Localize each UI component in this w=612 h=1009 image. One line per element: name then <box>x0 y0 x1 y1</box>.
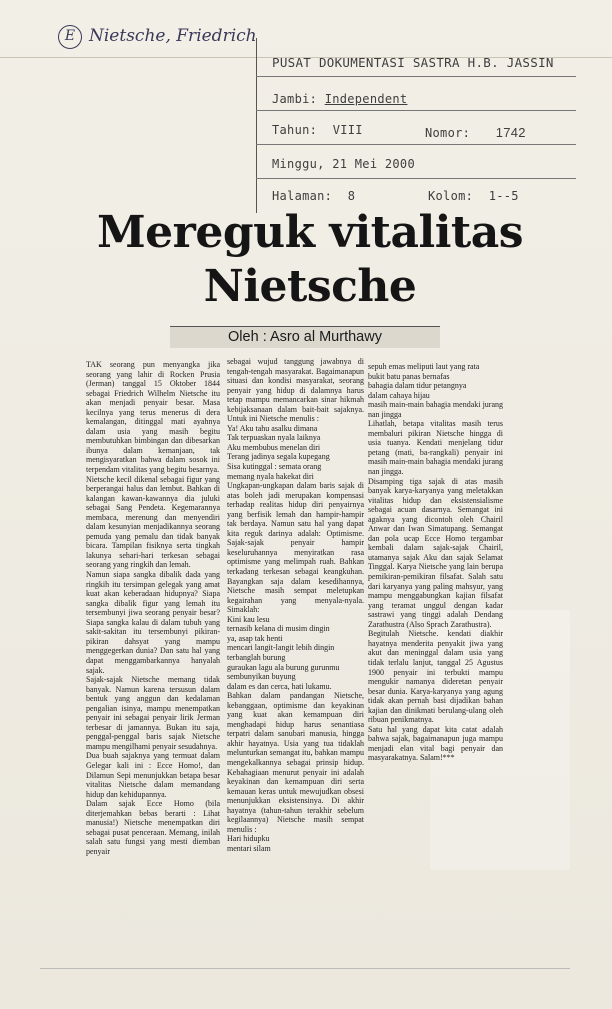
stamp-rule <box>256 144 576 145</box>
number-label: Nomor: <box>425 126 471 140</box>
year-field <box>272 123 363 137</box>
poem-line: memang nyala hakekat diri <box>227 471 314 481</box>
page-value: 8 <box>347 189 356 203</box>
stamp-divider <box>256 38 257 213</box>
handwritten-circle-letter: E <box>58 25 82 49</box>
paragraph: TAK seorang pun menyangka jika seorang yang lahir di Rocken Prusia (Jerman) tanggal 15 Oktober 1844 sebagai Friedrich Wilhelm Nietsche itu akan menjadi penyair besar. Masa kecilnya yang terus menerus di dera kemalangan, ditinggal mati ayahnya dalam usia yang masih begitu membutuhkan bimbingan dan dibesarkan ibunya dalam kemanjaan, tak mengisyaratkan bahwa dalam sosok ini terpendam vitalitas yang begitu besarnya. <box>86 360 220 475</box>
poem-line: dalam es dan cerca, hati lukamu. <box>227 681 332 691</box>
paragraph: Ungkapan-ungkapan dalam baris sajak di atas boleh jadi merupakan kompensasi terhadap realitas hidup diri penyairnya yang berfisik lemah dan hampir-hampir tak berdaya. Namun satu hal yang dapat kita reguk darinya adalah: Optimisme. Sajak-sajak penyair hampir keseluruhannya menyiratkan rasa optimisme yang melimpah ruah. Bahkan terkadang terkesan sebagai keangkuhan. Bayangkan saja dalam kesedihannya, Nietsche masih sempat meletupkan kegairahan yang menyala-nyala. Simaklah: <box>227 481 364 615</box>
paragraph: Dua buah sajaknya yang termuat dalam Gelegar kali ini : Ecce Homo!, dan Dilamun Sepi menunjukkan betapa besar vitalitas Nietsche dalam memandang hidup dan kehidupannya. <box>86 751 220 799</box>
bottom-edge <box>40 968 570 969</box>
stamp-rule <box>256 110 576 111</box>
paragraph: Nietsche kecil dikenal sebagai figur yang berperangai halus dan lembut. Bahkan di kalangan kawan-kawannya dia juluki sebagai Sang Pendeta. Kegemarannya membaca, merenung dan menyendiri dalam kesunyian menjadikannya seorang pemuda yang pemalu dan tidak banyak bicara. Tampilan fisiknya serta tingkah lakunya sehari-hari terkesan sebagai seorang yang ringkih dan lemah. <box>86 474 220 570</box>
archive-institution: PUSAT DOKUMENTASI SASTRA H.B. JASSIN <box>272 55 554 70</box>
headline-line-1: Mereguk vitalitas <box>96 207 524 258</box>
poem-line: mencari langit-langit lebih dingin <box>227 643 335 653</box>
poem-line: terbanglah burung <box>227 652 286 662</box>
poem-line: ya, asap tak henti <box>227 633 283 643</box>
page-field <box>272 189 355 203</box>
poem-line: Tak terpuaskan nyala laiknya <box>227 433 321 443</box>
poem-line: Sisa kutinggal : semata orang <box>227 462 322 472</box>
poem-line: bukit batu panas bernafas <box>368 371 450 381</box>
poem-line: mentari silam <box>227 843 271 853</box>
poem-line: Terang jadinya segala kupegang <box>227 452 330 462</box>
paragraph: sebagai wujud tanggung jawabnya di tengah-tengah masyarakat. Bagaimanapun situasi dan kondisi masyarakat, seorang penyair yang hidup di dalamnya harus tetap mampu memancarkan sinar hikmah kebijaksanaan dalam bait-bait sajaknya. Untuk ini Nietsche menulis : <box>227 357 364 424</box>
column-label: Kolom: <box>428 189 474 203</box>
poem-line: ternasib kelana di musim dingin <box>227 624 330 634</box>
poem-line: Kini kau lesu <box>227 614 270 624</box>
page-label: Halaman: <box>272 189 333 203</box>
newspaper-label: Jambi: <box>272 92 318 106</box>
newspaper-field <box>272 92 407 106</box>
paragraph: Lihatlah, betapa vitalitas masih terus membaluri pikiran Nietsche hingga di usia tuanya. Kendati menjelang tidur petang (mati, ba-rangkali) penyair ini masih main-main bahagia mendaki jurang nan jingga. <box>368 419 503 477</box>
year-label: Tahun: <box>272 123 318 137</box>
article-column-1 <box>86 360 220 856</box>
number-value: 1742 <box>495 125 526 140</box>
handwritten-note <box>58 26 257 46</box>
poem-line: sepuh emas meliputi laut yang rata <box>368 362 480 371</box>
poem-line: guraukan lagu ala burung gurunmu <box>227 662 340 672</box>
stamp-rule <box>256 76 576 77</box>
column-value: 1--5 <box>488 189 519 203</box>
newspaper-name: Independent <box>324 92 408 106</box>
column-field <box>428 189 519 203</box>
handwritten-text: Nietsche, Friedrich <box>89 26 257 46</box>
poem-line: Hari hidupku <box>227 834 270 844</box>
poem-line: bahagia dalam tidur petangnya <box>368 381 467 391</box>
poem-line: Aku membubus menelan diri <box>227 442 321 452</box>
paragraph: Sajak-sajak Nietsche memang tidak banyak. Namun karena tersusun dalam bentuk yang anggun dan kedalaman pengalian isinya, mampu menempatkan penyair ini sebagai penyair lirik Jerman terbesar di jamannya. Bukan itu saja, penggal-penggal baris sajak Nietsche mampu mengilhami penyair sesudahnya. <box>86 675 220 751</box>
poem-line: sembunyikan buyung <box>227 672 296 682</box>
paragraph: Namun siapa sangka dibalik dada yang ringkih itu tersimpan gelegak yang amat kuat akan keberadaan hidupnya? Siapa sangka dibalik figur yang lemah itu tersembunyi jiwa seorang penyair besar? Siapa sangka kalau di dalam tubuh yang sakit-sakitan itu tersembunyi pikiran-pikiran dahsyat yang mampu menggegerkan dunia? Dan satu hal yang dapat menggambarkannya hanyalah sajak. <box>86 570 220 675</box>
paragraph: Satu hal yang dapat kita catat adalah bahwa sajak, bagaimanapun juga mampu menjadi elan vital bagi penyair dan masyarakatnya. Salam!*** <box>368 724 503 763</box>
paragraph: Bahkan dalam pandangan Nietsche, kebanggaan, optimisme dan keyakinan yang kuat akan kemampuan diri menghadapi hidup harus senantiasa terpatri dalam sanubari manusia, hingga akhir hayatnya. Usia yang tua tidaklah melunturkan semangat itu, bahkan mampu mengekalkannya sebagai prinsip hidup. Kebahagiaan menurut penyair ini adalah keyakinan dan kemampuan diri serta kemauan keras untuk mewujudkan obsesi menunjukkan eksistensinya. Di akhir hayatnya (tahun-tahun terakhir sebelum kegilaannya) Nietsche masih sempat menulis : <box>227 691 364 834</box>
date-value: Minggu, 21 Mei 2000 <box>272 157 415 171</box>
paragraph: Dalam sajak Ecce Homo (bila diterjemahkan bebas berarti : Lihat manusia!) Nietsche menempatkan diri sebagai pusat penceraan. Memang, inilah salah satu fungsi yang mesti diemban penyair <box>86 799 220 856</box>
poem-line: Ya! Aku tahu asalku dimana <box>227 423 318 433</box>
poem-line: masih main-main bahagia mendaki jurang nan jingga <box>368 400 503 419</box>
byline: Oleh : Asro al Murthawy <box>170 326 440 348</box>
poem-line: dalam cahaya hijau <box>368 390 430 400</box>
paragraph: Disamping tiga sajak di atas masih banyak karya-karyanya yang meletakkan vitalitas hidup dan eksistensialisme sebagai acuan dasarnya. Semangat ini agaknya yang dicontoh oleh Chairil Anwar dan Iwan Simatupang. Semangat dan pola ucap Ecce Homo tergambar kembali dalam sajak-sajak Chairil, utamanya sajak Aku dan sajak Selamat Tinggal. Karya Nietsche yang lain berupa pemikiran-pemikiran filsafat. Salah satu dari karyanya yang paling mahsyur, yang mampu menggabungkan kajian filsafat yang teramat unggul dengan kadar sastrawi yang tinggi adalah Dendang Zarathustra (Also Sprach Zarathustra). <box>368 476 503 629</box>
number-field <box>425 125 526 140</box>
article-column-2 <box>227 357 364 853</box>
paragraph: Begitulah Nietsche. kendati diakhir hayatnya menderita penyakit jiwa yang akut dan meninggal dalam usia yang tidak terlalu lanjut, tanggal 25 Agustus 1900 penyair ini terbukti mampu mengukir namanya dideretan penyair besar dunia. Karya-karyanya yang agung tidak akan pernah basi dijadikan bahan kajian dan dinikmati berulang-ulang oleh ribuan penikmatnya. <box>368 629 503 725</box>
article-column-3 <box>368 362 503 763</box>
headline-line-2: Nietsche <box>203 261 417 312</box>
year-value: VIII <box>332 123 363 137</box>
stamp-rule <box>256 178 576 179</box>
